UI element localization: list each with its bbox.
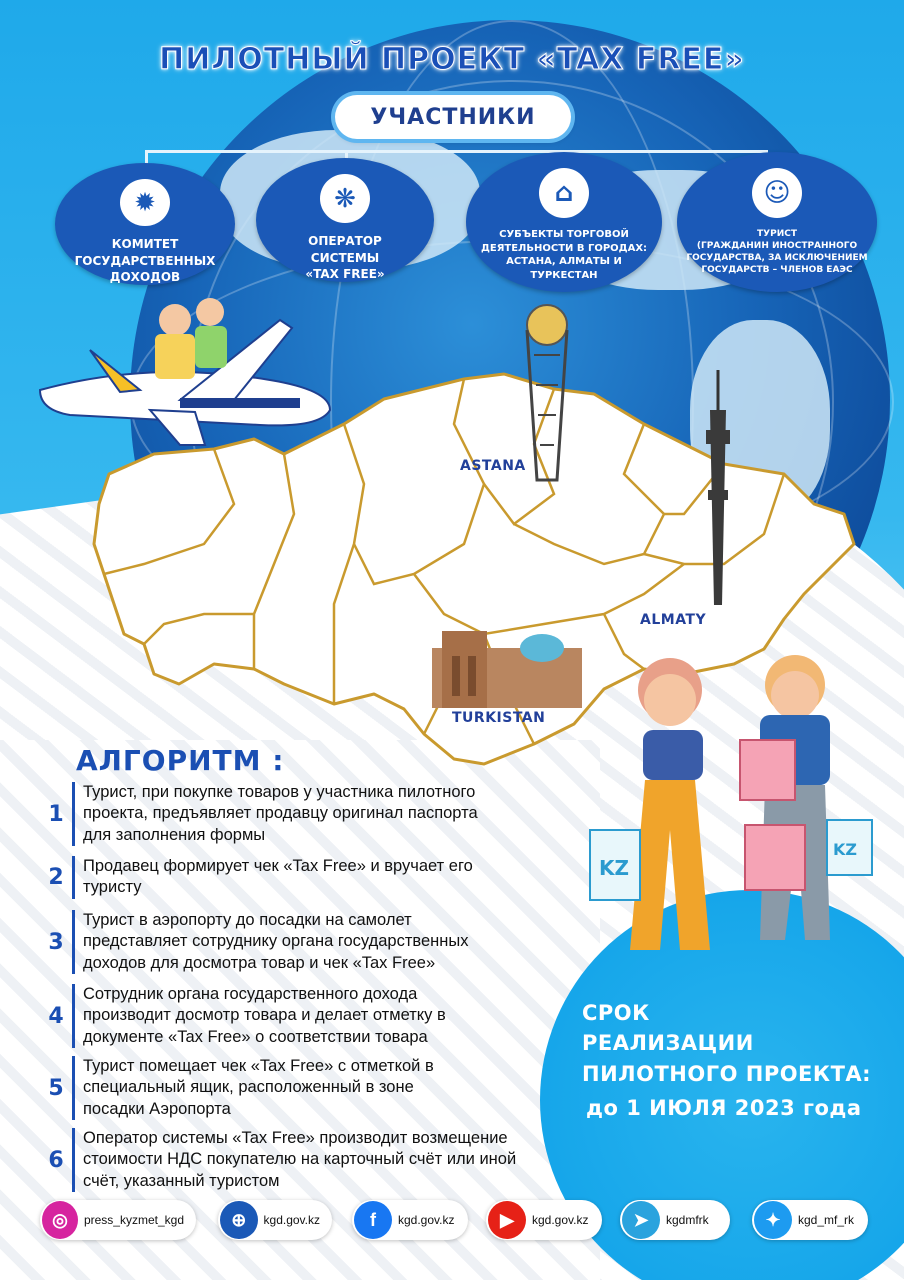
deadline-block xyxy=(574,998,874,1124)
algorithm-title: АЛГОРИТМ : xyxy=(76,744,285,777)
algorithm-step xyxy=(44,1128,516,1192)
step-number: 5 xyxy=(48,1075,64,1101)
social-handle: kgdmfrk xyxy=(666,1213,709,1227)
social-handle: press_kyzmet_kgd xyxy=(83,1213,184,1227)
web-globe-icon: ⊕ xyxy=(220,1201,258,1239)
step-number: 4 xyxy=(48,1003,64,1029)
building-icon: ⌂ xyxy=(539,168,589,218)
social-website[interactable] xyxy=(218,1200,332,1240)
participant-merchants xyxy=(466,152,662,292)
youtube-icon: ▶ xyxy=(488,1201,526,1239)
social-twitter[interactable] xyxy=(752,1200,868,1240)
step-text: Турист, при покупке товаров у участника пилотного проекта, предъявляет продавцу оригинал паспорта для заполнения формы xyxy=(83,783,478,844)
shoppers-illustration xyxy=(585,640,885,960)
social-facebook[interactable] xyxy=(352,1200,468,1240)
algorithm-step xyxy=(44,910,469,974)
social-handle: kgd.gov.kz xyxy=(263,1213,320,1227)
instagram-icon: ◎ xyxy=(42,1201,78,1239)
algorithm-step xyxy=(44,782,478,846)
deadline-line: РЕАЛИЗАЦИИ xyxy=(582,1031,754,1056)
social-youtube[interactable] xyxy=(486,1200,602,1240)
social-handle: kgd.gov.kz xyxy=(532,1213,589,1227)
social-instagram[interactable] xyxy=(40,1200,196,1240)
page-title: ПИЛОТНЫЙ ПРОЕКТ «TAX FREE» xyxy=(159,42,745,77)
deadline-line: СРОК xyxy=(582,1001,650,1025)
step-divider xyxy=(72,1128,75,1192)
city-label-almaty: ALMATY xyxy=(640,612,707,628)
svg-text:KZ: KZ xyxy=(599,856,629,880)
step-text: Турист в аэропорту до посадки на самолет представляет сотруднику органа государственных доходов для досмотра товар и чек «Tax Free» xyxy=(83,911,469,972)
deadline-date: до 1 ИЮЛЯ 2023 года xyxy=(586,1096,862,1121)
facebook-icon: f xyxy=(354,1201,392,1239)
algorithm-step xyxy=(44,984,446,1048)
participant-label: СУБЪЕКТЫ ТОРГОВОЙ ДЕЯТЕЛЬНОСТИ В ГОРОДАХ: АСТАНА, АЛМАТЫ И ТУРКЕСТАН xyxy=(480,229,648,281)
step-number: 6 xyxy=(48,1147,64,1173)
step-number: 3 xyxy=(48,929,64,955)
telegram-icon: ➤ xyxy=(622,1201,660,1239)
participant-label: КОМИТЕТ ГОСУДАРСТВЕННЫХ ДОХОДОВ xyxy=(74,237,216,284)
step-divider xyxy=(72,984,75,1048)
city-label-astana: ASTANA xyxy=(460,458,526,474)
participant-label: ТУРИСТ (ГРАЖДАНИН ИНОСТРАННОГО ГОСУДАРСТВА, ЗА ИСКЛЮЧЕНИЕМ ГОСУДАРСТВ – ЧЛЕНОВ ЕАЭС xyxy=(686,229,868,276)
turkistan-mausoleum-icon xyxy=(432,626,582,708)
step-divider xyxy=(72,856,75,899)
step-text: Сотрудник органа государственного дохода производит досмотр товара и делает отметку в документе «Tax Free» о соответствии товара xyxy=(83,985,446,1046)
emblem-icon: ✹ xyxy=(120,179,170,226)
step-text: Турист помещает чек «Tax Free» с отметкой в специальный ящик, расположенный в зоне посадки Аэропорта xyxy=(83,1057,434,1118)
step-number: 2 xyxy=(48,864,64,890)
tourist-icon: ☺ xyxy=(752,168,802,218)
step-number: 1 xyxy=(48,801,64,827)
social-telegram[interactable] xyxy=(620,1200,730,1240)
participant-tax-committee xyxy=(55,163,235,285)
deadline-line: ПИЛОТНОГО ПРОЕКТА: xyxy=(582,1061,872,1086)
step-divider xyxy=(72,910,75,974)
participant-operator xyxy=(256,158,434,282)
svg-text:KZ: KZ xyxy=(833,840,857,859)
baiterek-tower-icon xyxy=(512,295,582,485)
algorithm-step xyxy=(44,856,473,899)
step-divider xyxy=(72,1056,75,1120)
connector-line xyxy=(145,150,765,153)
algorithm-step xyxy=(44,1056,434,1120)
participant-label: ОПЕРАТОР СИСТЕМЫ «TAX FREE» xyxy=(305,234,385,281)
city-label-turkistan: TURKISTAN xyxy=(452,710,546,726)
step-divider xyxy=(72,782,75,846)
participant-tourist xyxy=(677,152,877,292)
step-text: Оператор системы «Tax Free» производит возмещение стоимости НДС покупателю на карточный счёт или иной счёт, указанный туристом xyxy=(83,1129,517,1190)
twitter-icon: ✦ xyxy=(754,1201,792,1239)
social-handle: kgd_mf_rk xyxy=(798,1213,855,1227)
almaty-tower-icon xyxy=(698,370,738,610)
globe-network-icon: ❋ xyxy=(320,174,370,223)
social-handle: kgd.gov.kz xyxy=(398,1213,455,1227)
step-text: Продавец формирует чек «Tax Free» и вручает его туристу xyxy=(83,857,473,897)
participants-heading: УЧАСТНИКИ xyxy=(335,95,571,139)
